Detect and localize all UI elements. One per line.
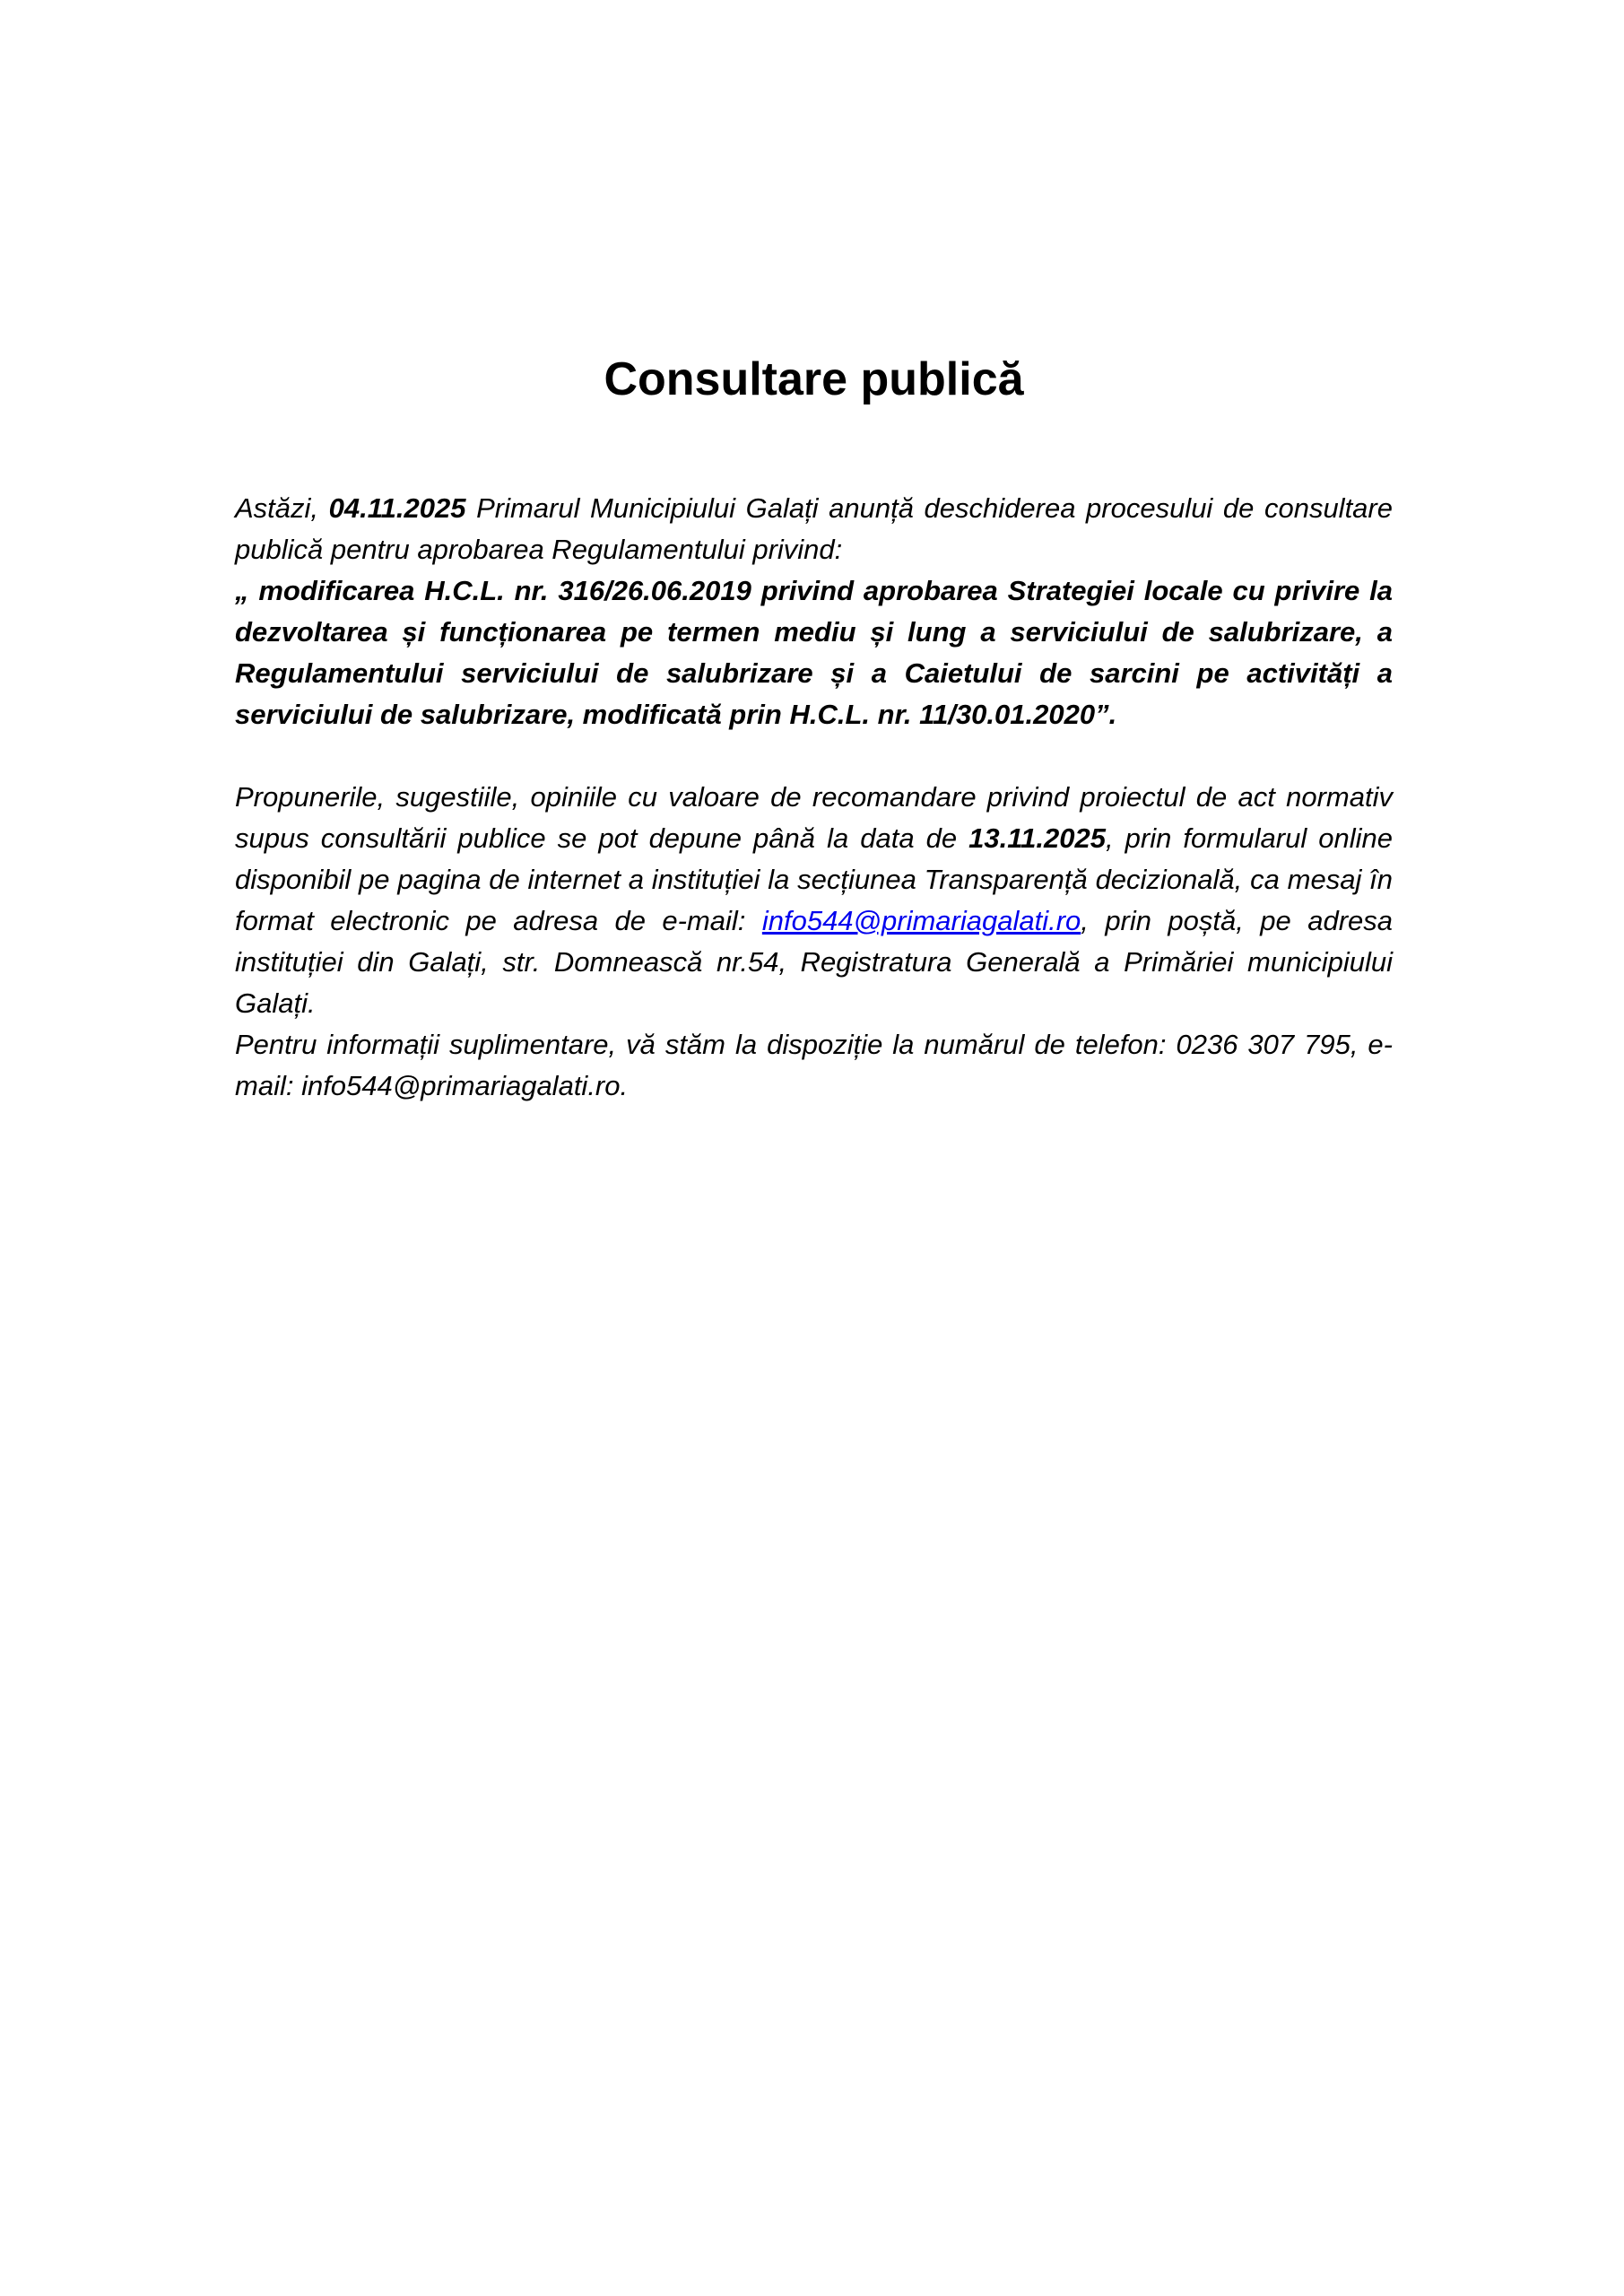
paragraph-hcl-quote: „ modificarea H.C.L. nr. 316/26.06.2019 privind aprobarea Strategiei locale cu privire la dezvoltarea și funcționarea pe termen mediu și lung a serviciului de salubrizare, a Regulamentului serviciului de salubrizare și a Caietului de sarcini pe activități a serviciului de salubrizare, modificată prin H.C.L. nr. 11/30.01.2020”.	[235, 575, 1393, 730]
announcement-date: 04.11.2025	[328, 492, 466, 524]
intro-text-before-date: Astăzi,	[235, 492, 329, 524]
paragraph-contact: Pentru informații suplimentare, vă stăm la dispoziție la numărul de telefon: 0236 307 795, e-mail: info544@primariagalati.ro.	[235, 1029, 1393, 1101]
paragraph-intro	[235, 488, 1393, 570]
page-title: Consultare publică	[604, 353, 1024, 405]
submission-text-after-email: , prin poștă, pe adresa instituției din Galați, str. Domnească nr.54, Registratura Generală a Primăriei municipiului Galați.	[235, 905, 1393, 1019]
email-link[interactable]: info544@primariagalati.ro	[761, 905, 1081, 936]
intro-text-after-date: Primarul Municipiului Galați anunță deschiderea procesului de consultare publică pentru aprobarea Regulamentului privind:	[235, 492, 1393, 565]
deadline-date: 13.11.2025	[968, 822, 1106, 854]
submission-text-after-deadline: , prin formularul online disponibil pe pagina de internet a instituției la secțiunea Transparență decizională, ca mesaj în format electronic pe adresa de e-mail:	[235, 822, 1393, 936]
document-body	[235, 488, 1393, 1107]
paragraph-submission	[235, 777, 1393, 1024]
submission-text-before-deadline: Propunerile, sugestiile, opiniile cu valoare de recomandare privind proiectul de act normativ supus consultării publice se pot depune până la data de	[235, 781, 1393, 854]
